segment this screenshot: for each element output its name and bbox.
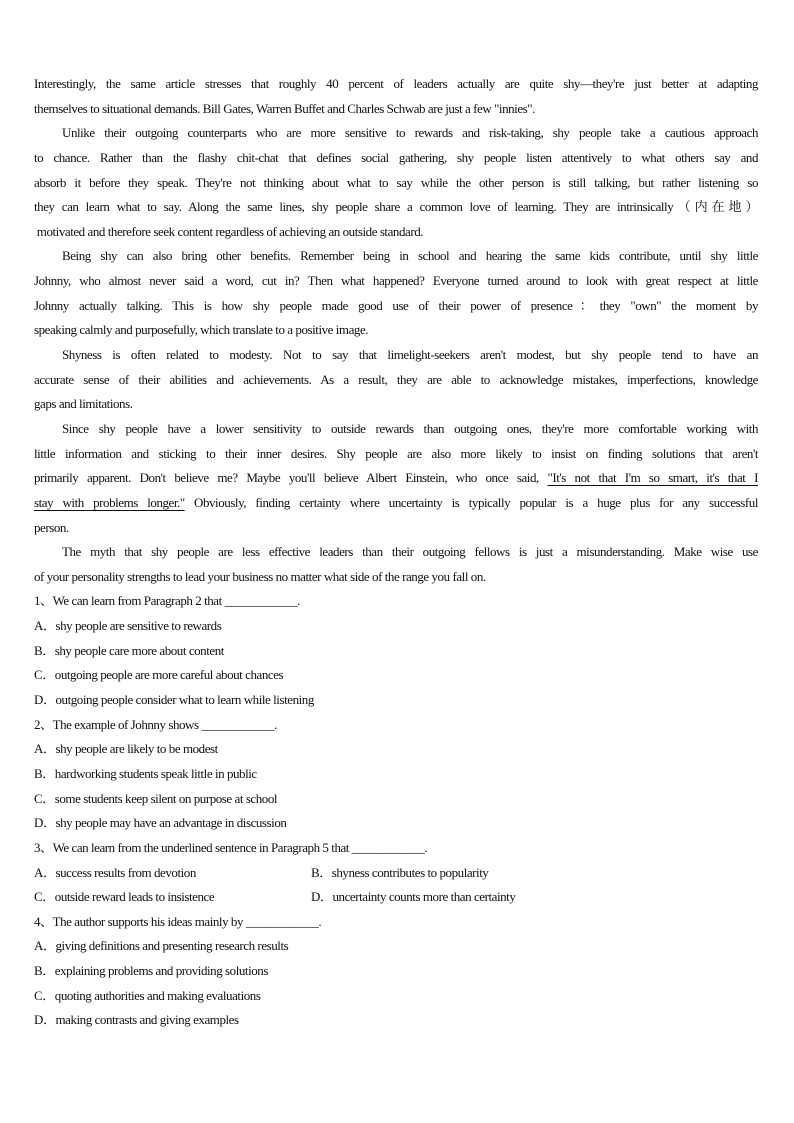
question-2-option-C: C．some students keep silent on purpose at school: [34, 790, 278, 806]
question-3-option-row-1: [34, 861, 758, 886]
question-4-option-D: D．making contrasts and giving examples: [34, 1012, 239, 1028]
text-segment: Shyness is often related to modesty. Not to say that limelight-seekers aren't modest, but shy people tend to have an: [62, 347, 758, 363]
paragraph-2-line-5: [34, 220, 758, 245]
paragraph-3-line-3: [34, 294, 758, 319]
question-2-stem: 2、The example of Johnny shows ____________.: [34, 716, 277, 732]
paragraph-2-line-4: [34, 195, 758, 220]
paragraph-5-line-2: [34, 442, 758, 467]
paragraph-2: [34, 121, 758, 244]
question-2: [34, 713, 758, 836]
document-content: [34, 72, 758, 1033]
paragraph-2-line-1: [34, 121, 758, 146]
paragraph-2-line-2: [34, 146, 758, 171]
question-1-option-D: D．outgoing people consider what to learn while listening: [34, 692, 314, 708]
text-segment: primarily apparent. Don't believe me? Maybe you'll believe Albert Einstein, who once said,: [34, 470, 548, 486]
question-2-option-B: B．hardworking students speak little in public: [34, 765, 257, 781]
paragraph-3: [34, 244, 758, 343]
underlined-quote: "It's not that I'm so smart, it's that I: [547, 470, 758, 486]
text-segment: absorb it before they speak. They're not thinking about what to say while the other person is still talking, but rather listening so: [34, 174, 758, 190]
paragraph-3-line-2: [34, 269, 758, 294]
text-segment: they can learn what to say. Along the same lines, shy people share a common love of learning. They are intrinsically（内在地）: [34, 199, 758, 215]
paragraph-5-line-4: [34, 491, 758, 516]
paragraph-2-line-3: [34, 171, 758, 196]
question-4-option-B: B．explaining problems and providing solutions: [34, 963, 268, 979]
text-segment: of your personality strengths to lead your business no matter what side of the range you fall on.: [34, 568, 486, 584]
paragraph-6-line-1: [34, 540, 758, 565]
article: [34, 72, 758, 589]
text-segment: The myth that shy people are less effective leaders than their outgoing fellows is just a misunderstanding. Make wise use: [62, 544, 758, 560]
paragraph-5-line-3: [34, 466, 758, 491]
question-2-option-A: A．shy people are likely to be modest: [34, 741, 218, 757]
question-2-option-D: D．shy people may have an advantage in discussion: [34, 815, 287, 831]
paragraph-5-line-5: [34, 516, 758, 541]
text-segment: gaps and limitations.: [34, 396, 133, 412]
text-segment: person.: [34, 519, 69, 535]
question-1-option-C: C．outgoing people are more careful about chances: [34, 667, 284, 683]
question-3-option-B: B．shyness contributes to popularity: [311, 864, 489, 880]
question-3-option-D: D．uncertainty counts more than certainty: [311, 889, 516, 905]
text-segment: Johnny actually talking. This is how shy people made good use of their power of presence：they "own" the moment by: [34, 297, 758, 313]
question-3-stem: 3、We can learn from the underlined sentence in Paragraph 5 that ____________.: [34, 839, 428, 855]
question-3-option-C: C．outside reward leads to insistence: [34, 889, 215, 905]
question-1-stem: 1、We can learn from Paragraph 2 that ____________.: [34, 593, 300, 609]
text-segment: Johnny, who almost never said a word, cut in? Then what happened? Everyone turned around to look with great respect at little: [34, 273, 758, 289]
paragraph-3-line-1: [34, 244, 758, 269]
question-3: [34, 836, 758, 910]
paragraph-1: [34, 72, 758, 121]
text-segment: little information and sticking to their inner desires. Shy people are also more likely to insist on finding solutions that aren't: [34, 445, 758, 461]
text-segment: to chance. Rather than the flashy chit-chat that defines social gathering, shy people listen attentively to what others say and: [34, 149, 758, 165]
paragraph-6-line-2: [34, 565, 758, 590]
underlined-quote: stay with problems longer.": [34, 494, 185, 510]
question-3-option-A: A．success results from devotion: [34, 864, 196, 880]
text-segment: Interestingly, the same article stresses that roughly 40 percent of leaders actually are quite shy—they're just better at adapting: [34, 76, 758, 91]
question-1: [34, 589, 758, 712]
paragraph-4-line-2: [34, 368, 758, 393]
text-segment: accurate sense of their abilities and achievements. As a result, they are able to acknowledge mistakes, imperfections, knowledge: [34, 371, 758, 387]
question-1-option-B: B．shy people care more about content: [34, 642, 224, 658]
text-segment: Unlike their outgoing counterparts who are more sensitive to rewards and risk-taking, shy people take a cautious approach: [62, 125, 758, 141]
paragraph-4: [34, 343, 758, 417]
question-3-option-row-2: [34, 885, 758, 910]
text-segment: Being shy can also bring other benefits. Remember being in school and hearing the same kids contribute, until shy little: [62, 248, 758, 264]
text-segment: themselves to situational demands. Bill Gates, Warren Buffet and Charles Schwab are just a few "innies".: [34, 100, 535, 116]
question-1-option-A: A．shy people are sensitive to rewards: [34, 618, 222, 634]
paragraph-5: [34, 417, 758, 540]
paragraph-4-line-1: [34, 343, 758, 368]
paragraph-4-line-3: [34, 392, 758, 417]
text-segment: motivated and therefore seek content regardless of achieving an outside standard.: [34, 223, 424, 239]
paragraph-1-line-1: [34, 72, 758, 97]
question-4: [34, 910, 758, 1033]
text-segment: Obviously, finding certainty where uncertainty is typically popular is a huge plus for any successful: [184, 494, 758, 510]
text-segment: Since shy people have a lower sensitivity to outside rewards than outgoing ones, they're more comfortable working with: [62, 420, 758, 436]
paragraph-5-line-1: [34, 417, 758, 442]
paragraph-6: [34, 540, 758, 589]
question-4-option-C: C．quoting authorities and making evaluations: [34, 987, 261, 1003]
questions: [34, 589, 758, 1033]
question-4-option-A: A．giving definitions and presenting research results: [34, 938, 289, 954]
question-4-stem: 4、The author supports his ideas mainly by ____________.: [34, 913, 322, 929]
paragraph-3-line-4: [34, 318, 758, 343]
text-segment: speaking calmly and purposefully, which translate to a positive image.: [34, 322, 369, 338]
paragraph-1-line-2: [34, 97, 758, 122]
